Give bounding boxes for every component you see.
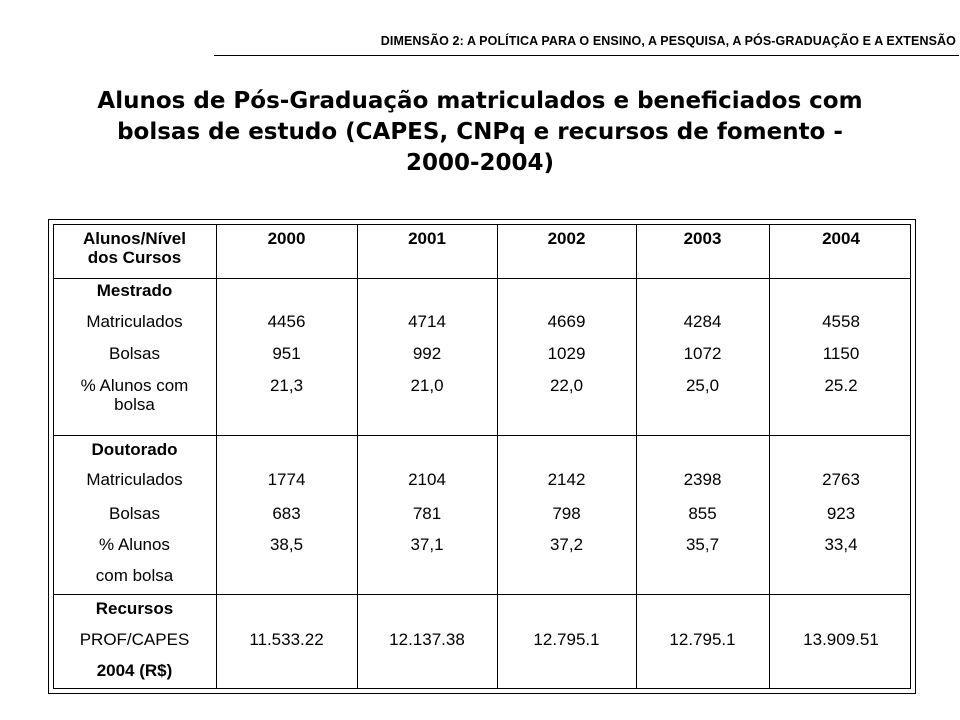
year-header-2000: 2000 [267, 229, 306, 248]
table-cell: 4456 [267, 312, 306, 331]
table-cell: 4669 [547, 312, 586, 331]
table-cell: 13.909.51 [803, 630, 879, 649]
row-label-com-bolsa: com bolsa [95, 566, 174, 585]
year-header-2001: 2001 [408, 229, 446, 248]
year-header-2003: 2003 [683, 229, 722, 248]
table-cell: 1072 [683, 344, 722, 363]
section-title-mestrado: Mestrado [96, 281, 173, 300]
corner-header [53, 229, 216, 267]
row-divider [53, 278, 911, 279]
row-label-prof-capes: PROF/CAPES [79, 630, 190, 649]
table-cell: 1150 [822, 344, 860, 363]
table-cell: 33,4 [824, 535, 858, 554]
row-label-line-1: % Alunos com [80, 376, 189, 395]
column-divider [357, 224, 358, 689]
section-title-doutorado: Doutorado [91, 440, 178, 459]
section-title-recursos: Recursos [95, 599, 174, 618]
table-cell: 25.2 [824, 376, 858, 395]
page-title [20, 86, 940, 179]
year-header-2002: 2002 [547, 229, 586, 248]
table-cell: 37,1 [410, 535, 444, 554]
row-label-matriculados: Matriculados [86, 312, 183, 331]
row-label-matriculados: Matriculados [86, 470, 183, 489]
table-cell: 923 [826, 504, 856, 523]
table-cell: 2398 [683, 470, 722, 489]
table-cell: 21,3 [269, 376, 304, 395]
column-divider [769, 224, 770, 689]
row-label-line-2: bolsa [114, 395, 155, 414]
row-label-percent-alunos: % Alunos [99, 535, 170, 554]
table-cell: 38,5 [269, 535, 304, 554]
page-title-line-1: Alunos de Pós-Graduação matriculados e beneficiados com [97, 88, 863, 114]
data-table [48, 219, 916, 694]
table-cell: 2104 [408, 470, 446, 489]
row-label-percent-alunos-com-bolsa [53, 376, 216, 414]
table-cell: 25,0 [685, 376, 720, 395]
table-cell: 4558 [822, 312, 860, 331]
table-cell: 683 [272, 504, 301, 523]
table-cell: 1029 [547, 344, 586, 363]
year-header-2004: 2004 [822, 229, 860, 248]
table-cell: 2142 [547, 470, 586, 489]
column-divider [216, 224, 217, 689]
column-divider [497, 224, 498, 689]
table-cell: 951 [272, 344, 301, 363]
table-cell: 781 [412, 504, 442, 523]
row-divider [53, 594, 911, 595]
header-title: DIMENSÃO 2: A POLÍTICA PARA O ENSINO, A PESQUISA, A PÓS-GRADUAÇÃO E A EXTENSÃO [380, 34, 956, 48]
table-cell: 12.795.1 [669, 630, 736, 649]
table-cell: 11.533.22 [249, 630, 324, 649]
table-cell: 2763 [822, 470, 860, 489]
table-cell: 35,7 [685, 535, 720, 554]
corner-header-line-2: dos Cursos [87, 248, 182, 267]
row-label-bolsas: Bolsas [108, 504, 161, 523]
page-title-line-3: 2000-2004) [405, 150, 555, 176]
table-cell: 4284 [683, 312, 722, 331]
row-label-2004-rs: 2004 (R$) [96, 661, 173, 680]
table-cell: 21,0 [410, 376, 444, 395]
table-cell: 37,2 [549, 535, 584, 554]
table-cell: 992 [412, 344, 442, 363]
column-divider [636, 224, 637, 689]
table-cell: 4714 [408, 312, 446, 331]
corner-header-line-1: Alunos/Nível [83, 229, 186, 248]
table-cell: 1774 [267, 470, 306, 489]
table-cell: 12.795.1 [533, 630, 600, 649]
page-title-line-2: bolsas de estudo (CAPES, CNPq e recursos de fomento - [117, 119, 843, 145]
row-label-bolsas: Bolsas [108, 344, 161, 363]
table-cell: 22,0 [549, 376, 584, 395]
row-divider [53, 435, 911, 436]
table-cell: 12.137.38 [389, 630, 465, 649]
table-cell: 855 [688, 504, 717, 523]
table-cell: 798 [552, 504, 581, 523]
header-rule [214, 55, 959, 56]
